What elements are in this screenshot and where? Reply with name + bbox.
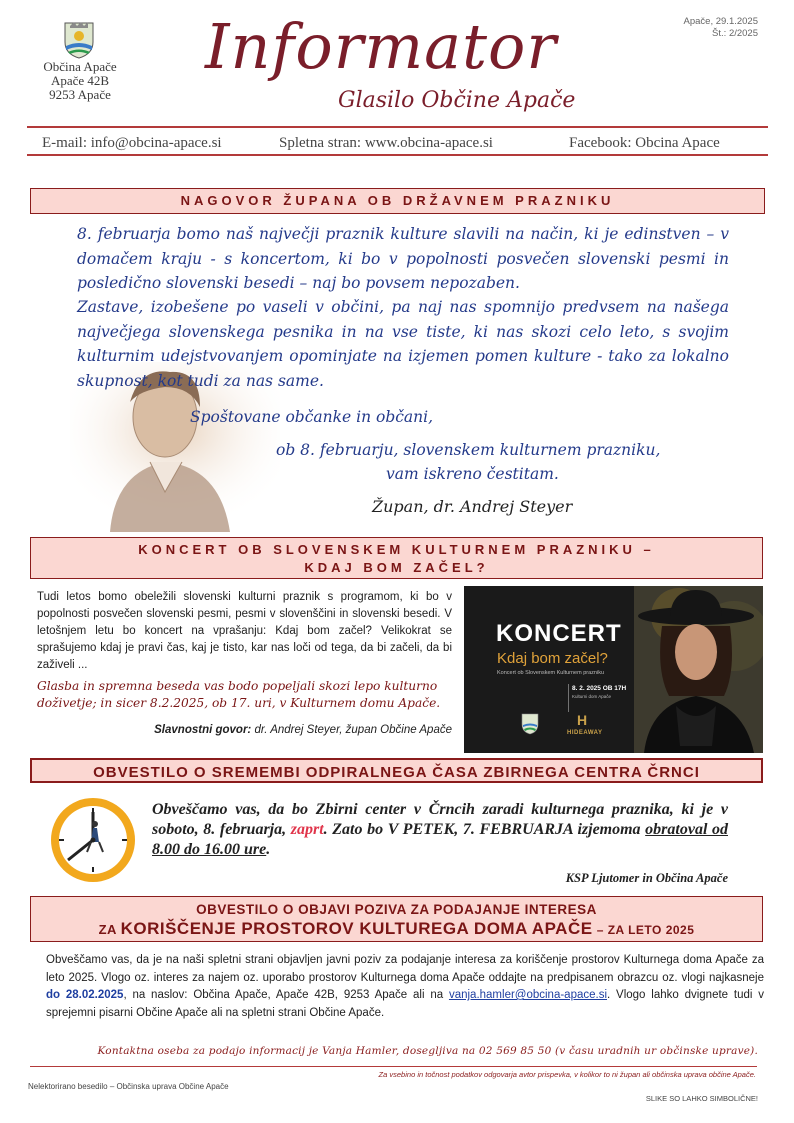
poster-date: 8. 2. 2025 OB 17H bbox=[572, 685, 627, 692]
header-divider-top bbox=[27, 126, 768, 128]
issue-info bbox=[684, 16, 758, 40]
poziv-text-c: . Vlogo lahko dvignete tudi v sprejemni pisarni Občine Apače ali na spletni strani Občine Apače. bbox=[46, 989, 764, 1019]
newsletter-title: Informator bbox=[205, 10, 557, 83]
speech-speaker: dr. Andrej Steyer, župan Občine Apače bbox=[251, 724, 452, 736]
poziv-text-b: , na naslov: Občina Apače, Apače 42B, 9253 Apače ali na bbox=[123, 989, 449, 1001]
koncert-invitation: Glasba in spremna beseda vas bodo popeljali skozi lepo kulturno doživetje; in sicer 8.2.2025, ob 17. uri, v Kulturnem domu Apače. bbox=[37, 679, 441, 710]
speech-wish-line-2: vam iskreno čestitam. bbox=[386, 465, 559, 483]
zbirni-closed: zaprt bbox=[290, 821, 324, 838]
newsletter-subtitle: Glasilo Občine Apače bbox=[338, 88, 576, 113]
poziv-deadline: do 28.02.2025 bbox=[46, 989, 124, 1001]
poziv-text-a: Obveščamo vas, da je na naši spletni strani objavljen javni poziv za podajanje interesa za koriščenje prostorov Kulturnega doma Apače za leto 2025. Vlogo oz. interes za najem oz. uporabo prostorov Kulturnega doma Apače oddajte na predpisanem obrazcu oz. vlogi najkasneje bbox=[46, 954, 764, 984]
section-heading-nagovor: NAGOVOR ŽUPANA OB DRŽAVNEM PRAZNIKU bbox=[30, 188, 765, 214]
zbirni-notice bbox=[152, 800, 728, 860]
zbirni-hours: obratoval od 8.00 do 16.00 ure bbox=[152, 821, 728, 858]
koncert-heading-line-1: KONCERT OB SLOVENSKEM KULTURNEM PRAZNIKU – bbox=[138, 542, 655, 557]
footer-disclaimer: Za vsebino in točnost podatkov odgovarja avtor prispevka, v kolikor to ni župan ali občinska uprava občine Apače. bbox=[378, 1070, 756, 1079]
municipality-crest bbox=[62, 20, 96, 60]
zbirni-text-c: . bbox=[266, 841, 271, 858]
issue-number: Št.: 2/2025 bbox=[712, 28, 758, 39]
footer-images-note: SLIKE SO LAHKO SIMBOLIČNE! bbox=[645, 1094, 758, 1103]
concert-poster bbox=[464, 586, 763, 753]
address-line: Apače 42B bbox=[50, 73, 110, 88]
municipality-address bbox=[20, 60, 140, 102]
zbirni-text-b: . Zato bo V PETEK, 7. FEBRUARJA izjemoma bbox=[323, 821, 646, 838]
municipality-name: Občina Apače bbox=[43, 59, 117, 74]
poster-subtitle: Kdaj bom začel? bbox=[497, 650, 608, 667]
header-divider-bottom bbox=[27, 154, 768, 156]
clock-icon bbox=[33, 790, 137, 882]
poziv-heading-line-1: OBVESTILO O OBJAVI POZIVA ZA PODAJANJE INTERESA bbox=[196, 902, 597, 917]
website-link[interactable]: Spletna stran: www.obcina-apace.si bbox=[279, 135, 493, 151]
section-heading-koncert bbox=[30, 537, 763, 579]
section-heading-zbirni: OBVESTILO O SREMEMBI ODPIRALNEGA ČASA ZBIRNEGA CENTRA ČRNCI bbox=[30, 758, 763, 783]
zbirni-signature: KSP Ljutomer in Občina Apače bbox=[565, 871, 728, 885]
poziv-heading-line-2 bbox=[31, 919, 762, 940]
koncert-speech bbox=[154, 724, 452, 736]
email-link[interactable]: E-mail: info@obcina-apace.si bbox=[42, 135, 222, 151]
mayor-signature: Župan, dr. Andrej Steyer bbox=[372, 497, 573, 516]
koncert-heading-line-2: KDAJ BOM ZAČEL? bbox=[304, 560, 489, 575]
footer-unedited-note: Nelektorirano besedilo – Občinska uprava Občine Apače bbox=[28, 1082, 229, 1091]
hideaway-logo-icon: H bbox=[577, 712, 588, 728]
poziv-heading-suffix: – ZA LETO 2025 bbox=[596, 923, 695, 937]
facebook-link[interactable]: Facebook: Obcina Apace bbox=[569, 135, 720, 151]
speech-paragraph-1: 8. februarja bomo naš največji praznik kulture slavili na način, ki je edinstven – v domačem kraju - s koncertom, ki bo v popolnosti posvečen slovenski pesmi in posledično slovenski besedi – naj bo povsem nepozaben. bbox=[77, 225, 729, 292]
section-heading-poziv bbox=[30, 896, 763, 942]
speech-paragraph-2: Zastave, izobešene po vaseli v občini, pa naj nas spomnijo predvsem na našega največjega slovenskega pesnika in na vse tiste, ki nas skozi celo leto, s svojim kulturnim udejstvovanjem opominjate na izjemen pomen kulture - tako za lokalno skupnost, kot tudi za nas same. bbox=[77, 298, 729, 390]
poziv-body bbox=[46, 952, 764, 1022]
poster-title: KONCERT bbox=[496, 620, 622, 647]
contact-email-link[interactable]: vanja.hamler@obcina-apace.si bbox=[448, 989, 608, 1001]
poster-venue: Kulturni dom Apače bbox=[572, 694, 612, 699]
koncert-description: Tudi letos bomo obeležili slovenski kulturni praznik s programom, ki bo v popolnosti posvečen slovenski pesmi, pesmi v slovenščini in slovenski besedi. V letošnjem letu bo koncert na vprašanju: Kdaj bom začel? Velikokrat se sprašujemo kdaj je pravi čas, kaj je tisto, kar nas loči od tega, da bi začeli, da bi zaživeli ... bbox=[37, 591, 452, 671]
poziv-heading-prefix: ZA bbox=[98, 922, 117, 937]
speech-greeting: Spoštovane občanke in občani, bbox=[190, 408, 434, 426]
speech-label: Slavnostni govor: bbox=[154, 724, 252, 736]
poziv-contact: Kontaktna oseba za podajo informacij je Vanja Hamler, dosegljiva na 02 569 85 50 (v času uradnih ur občinske uprave). bbox=[97, 1045, 758, 1057]
poziv-heading-main: KORIŠČENJE PROSTOROV KULTUREGA DOMA APAČE bbox=[120, 919, 593, 938]
poster-sponsor: HIDEAWAY bbox=[567, 730, 603, 736]
poster-caption: Koncert ob Slovenskem Kulturnem prazniku bbox=[497, 670, 604, 676]
zbirni-text-a: Obveščamo vas, da bo Zbirni center v Črncih zaradi kulturnega praznika, ki je v soboto, 8. februarja, bbox=[152, 801, 728, 838]
issue-date: Apače, 29.1.2025 bbox=[683, 16, 758, 27]
postal-line: 9253 Apače bbox=[49, 87, 111, 102]
speech-wish-line-1: ob 8. februarju, slovenskem kulturnem prazniku, bbox=[276, 441, 661, 459]
footer-divider bbox=[30, 1066, 757, 1067]
